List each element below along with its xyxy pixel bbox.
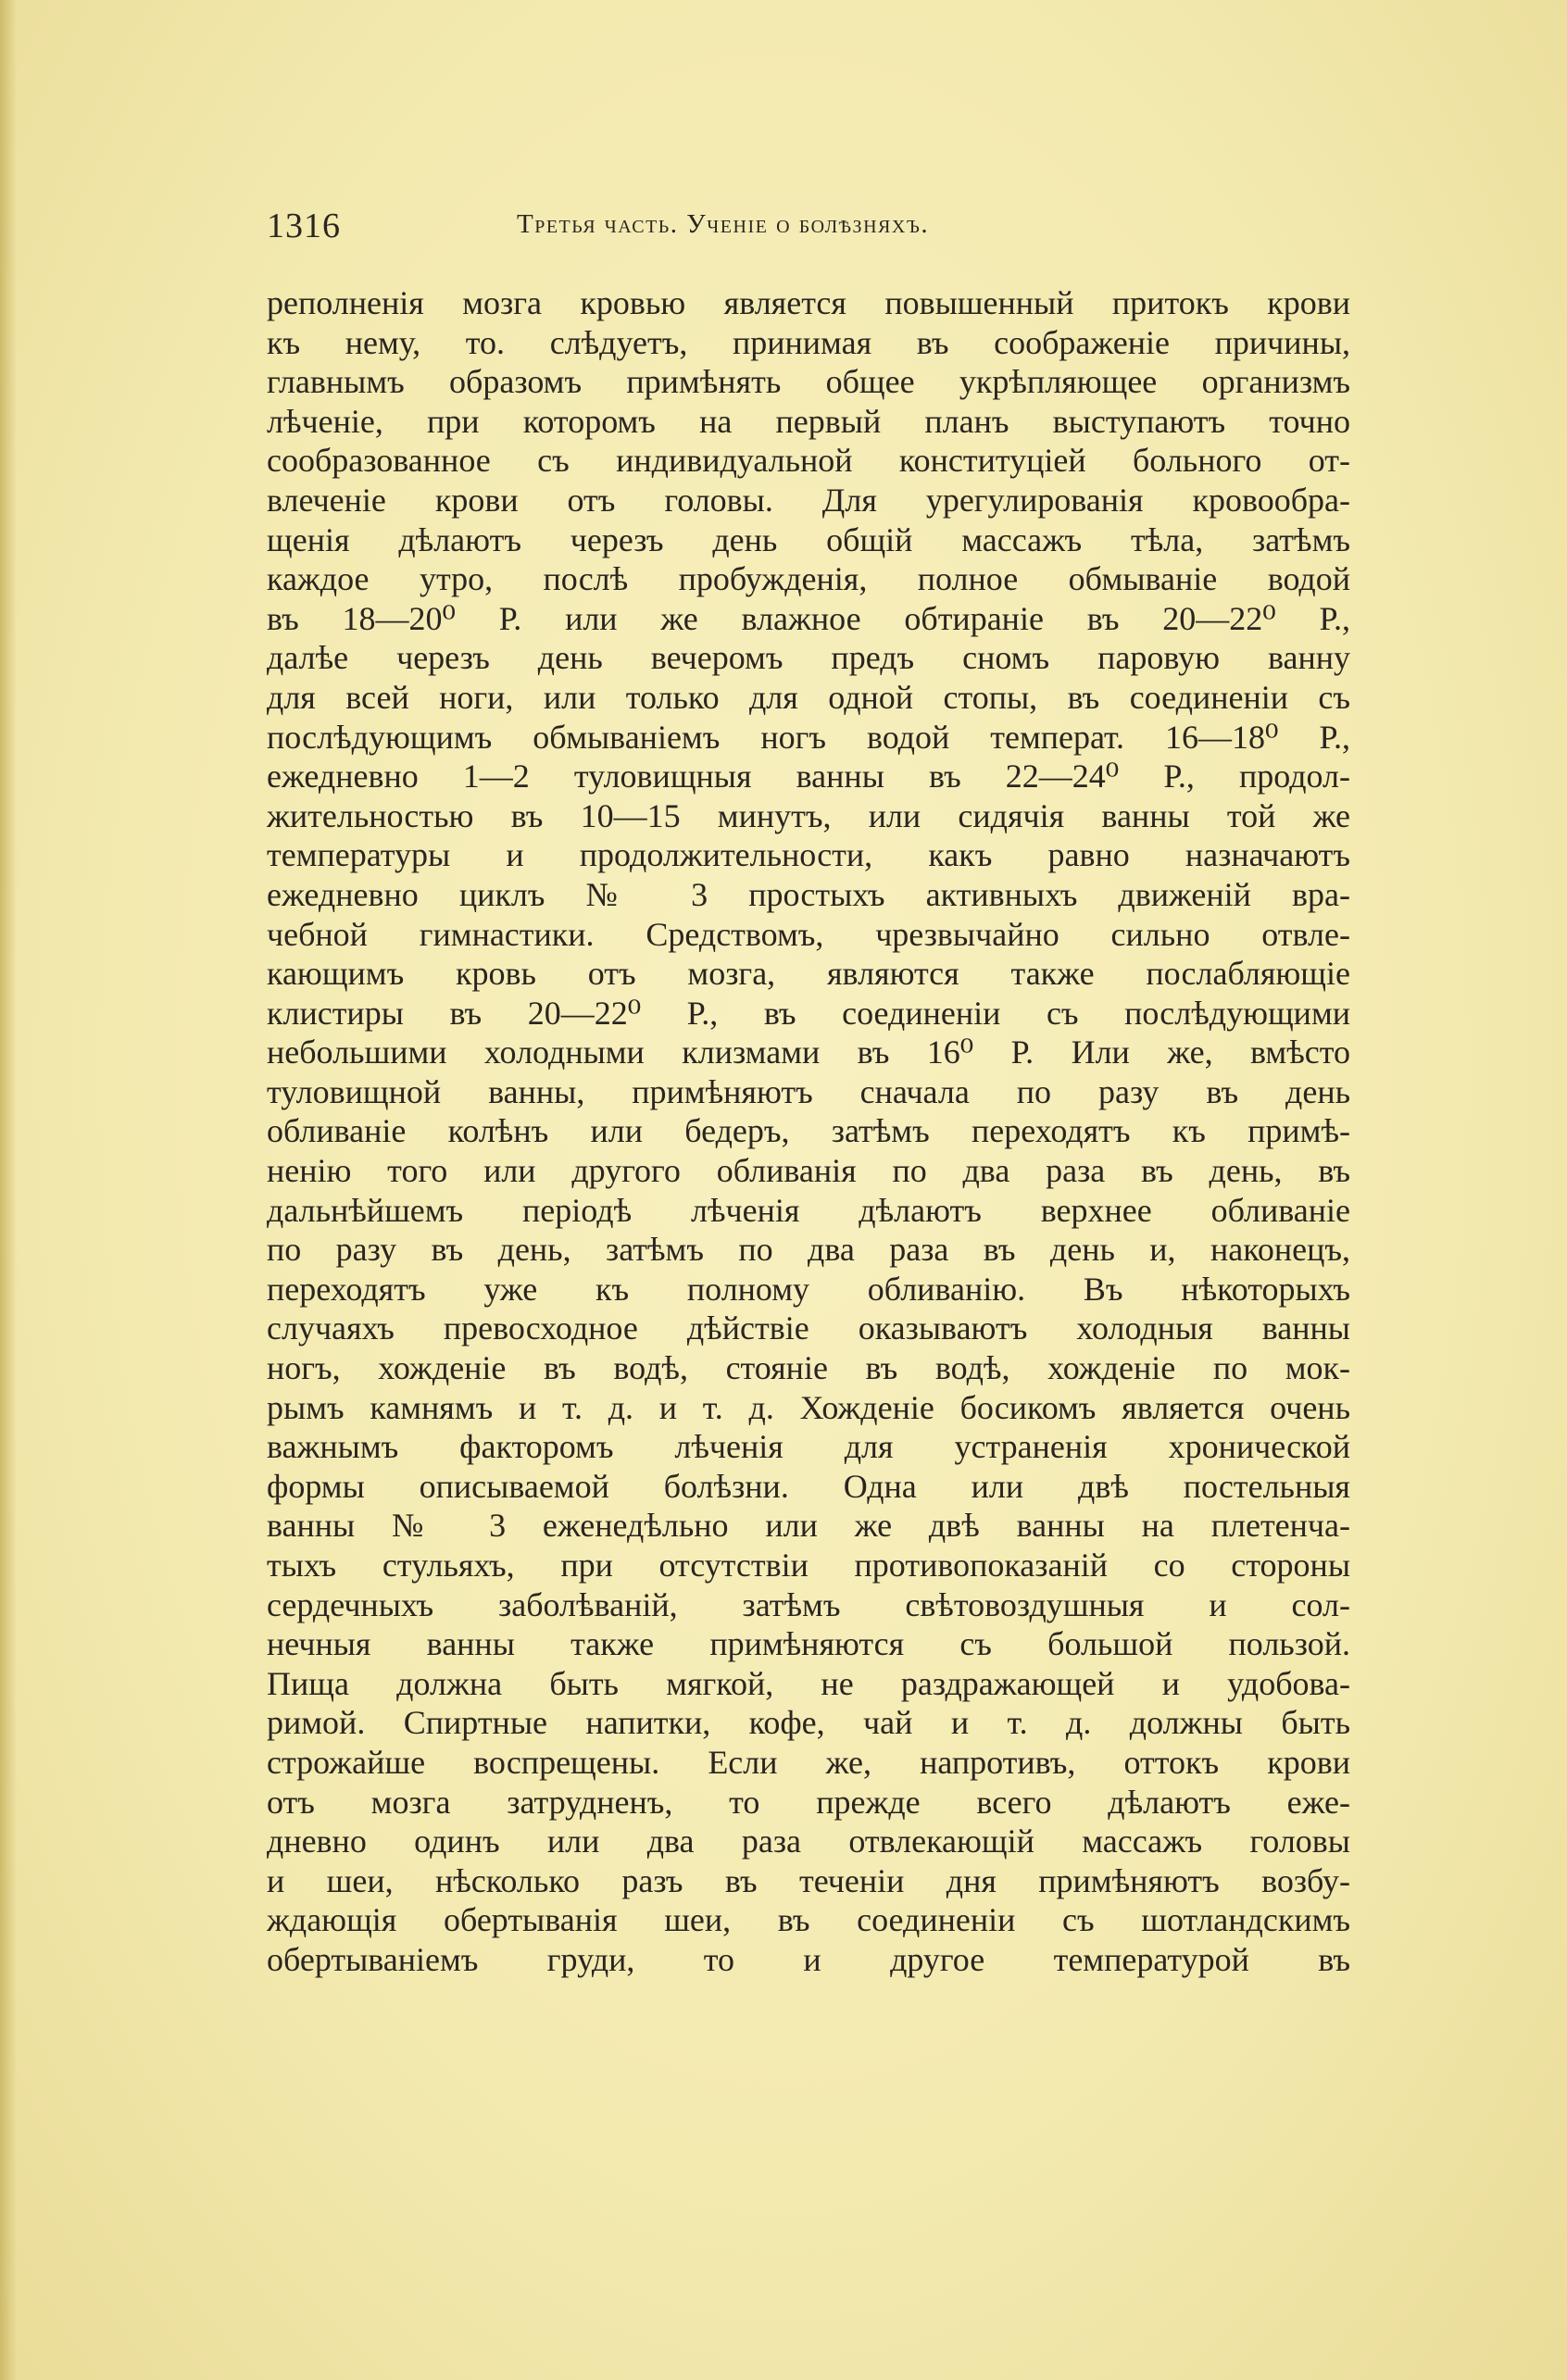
page-number: 1316: [267, 207, 341, 245]
text-line: чебной гимнастики. Средствомъ, чрезвычайно сильно отвле-: [267, 915, 1350, 953]
page-header: [267, 206, 1350, 250]
text-line: далѣе черезъ день вечеромъ предъ сномъ паровую ванну: [267, 639, 1350, 677]
text-line: формы описываемой болѣзни. Одна или двѣ постельныя: [267, 1467, 1350, 1505]
text-line: клистиры въ 20—22⁰ Р., въ соединеніи съ послѣдующими: [267, 994, 1350, 1032]
text-line: лѣченіе, при которомъ на первый планъ выступаютъ точно: [267, 402, 1350, 440]
text-line: рымъ камнямъ и т. д. и т. д. Хожденіе босикомъ является очень: [267, 1388, 1350, 1426]
body-text: [267, 283, 1350, 1980]
text-line: обертываніемъ груди, то и другое температурой въ: [267, 1940, 1350, 1978]
text-line: нечныя ванны также примѣняются съ большой пользой.: [267, 1625, 1350, 1663]
text-line: ненію того или другого обливанія по два раза въ день, въ: [267, 1152, 1350, 1190]
text-line: послѣдующимъ обмываніемъ ногъ водой температ. 16—18⁰ Р.,: [267, 718, 1350, 756]
text-line: влеченіе крови отъ головы. Для урегулированія кровообра-: [267, 481, 1350, 519]
text-line: случаяхъ превосходное дѣйствіе оказываютъ холодныя ванны: [267, 1309, 1350, 1347]
text-line: строжайше воспрещены. Если же, напротивъ, оттокъ крови: [267, 1743, 1350, 1781]
text-line: по разу въ день, затѣмъ по два раза въ день и, наконецъ,: [267, 1231, 1350, 1269]
text-line: Пища должна быть мягкой, не раздражающей и удобова-: [267, 1664, 1350, 1702]
text-line: ежедневно 1—2 туловищныя ванны въ 22—24⁰ Р., продол-: [267, 758, 1350, 795]
text-line: важнымъ факторомъ лѣченія для устраненія хронической: [267, 1428, 1350, 1466]
text-line: тыхъ стульяхъ, при отсутствіи противопоказаній со стороны: [267, 1547, 1350, 1584]
text-line: главнымъ образомъ примѣнять общее укрѣпляющее организмъ: [267, 363, 1350, 401]
text-line: ногъ, хожденіе въ водѣ, стояніе въ водѣ, хожденіе по мок-: [267, 1349, 1350, 1387]
text-line: и шеи, нѣсколько разъ въ теченіи дня примѣняютъ возбу-: [267, 1861, 1350, 1899]
text-line: сердечныхъ заболѣваній, затѣмъ свѣтовоздушныя и сол-: [267, 1585, 1350, 1623]
text-line: переходятъ уже къ полному обливанію. Въ нѣкоторыхъ: [267, 1270, 1350, 1308]
text-line: къ нему, то. слѣдуетъ, принимая въ соображеніе причины,: [267, 323, 1350, 361]
text-line: для всей ноги, или только для одной стопы, въ соединеніи съ: [267, 678, 1350, 716]
running-title: Третья часть. Ученіе о болѣзняхъ.: [517, 209, 930, 239]
page-edge-shadow: [0, 0, 17, 2380]
text-line: въ 18—20⁰ Р. или же влажное обтираніе въ 20—22⁰ Р.,: [267, 599, 1350, 637]
text-line: ждающія обертыванія шеи, въ соединеніи съ шотландскимъ: [267, 1901, 1350, 1939]
text-line: дневно одинъ или два раза отвлекающій массажъ головы: [267, 1823, 1350, 1860]
text-line: ежедневно циклъ № 3 простыхъ активныхъ движеній вра-: [267, 875, 1350, 913]
text-line: туловищной ванны, примѣняютъ сначала по разу въ день: [267, 1072, 1350, 1110]
text-line: кающимъ кровь отъ мозга, являются также послабляющіе: [267, 955, 1350, 993]
text-line: обливаніе колѣнъ или бедеръ, затѣмъ переходятъ къ примѣ-: [267, 1112, 1350, 1150]
text-line: жительностью въ 10—15 минутъ, или сидячія ванны той же: [267, 796, 1350, 834]
text-line: температуры и продолжительности, какъ равно назначаютъ: [267, 836, 1350, 874]
text-line: реполненія мозга кровью является повышенный притокъ крови: [267, 284, 1350, 321]
text-line: небольшими холодными клизмами въ 16⁰ Р. Или же, вмѣсто: [267, 1033, 1350, 1071]
text-line: ванны № 3 еженедѣльно или же двѣ ванны на плетенча-: [267, 1507, 1350, 1545]
text-line: сообразованное съ индивидуальной конституціей больного от-: [267, 442, 1350, 480]
text-line: каждое утро, послѣ пробужденія, полное обмываніе водой: [267, 560, 1350, 598]
text-line: дальнѣйшемъ періодѣ лѣченія дѣлаютъ верхнее обливаніе: [267, 1191, 1350, 1229]
text-line: римой. Спиртные напитки, кофе, чай и т. д. должны быть: [267, 1704, 1350, 1742]
text-line: отъ мозга затрудненъ, то прежде всего дѣлаютъ еже-: [267, 1783, 1350, 1821]
text-line: щенія дѣлаютъ черезъ день общій массажъ тѣла, затѣмъ: [267, 520, 1350, 558]
